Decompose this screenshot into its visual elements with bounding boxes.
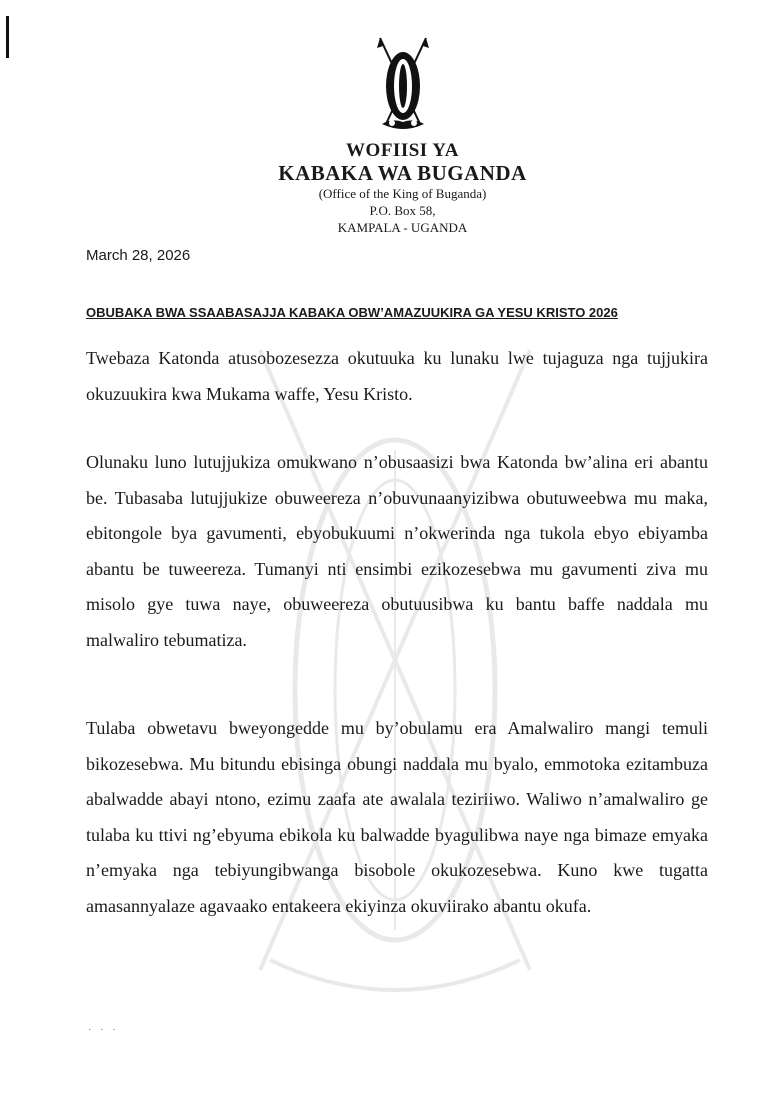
- letterhead-address: [200, 185, 605, 236]
- letterhead-title-line1: WOFIISI YA: [346, 140, 459, 161]
- scan-margin-mark: [6, 16, 9, 58]
- body-paragraph-3: Tulaba obwetavu bweyongedde mu by’obulamu era Amalwaliro mangi temuli bikozesebwa. Mu bitundu ebisinga obungi naddala mu byalo, emmotoka ezitambuza abalwadde abayi ntono, ezimu zaafa ate awalala teziriiwo. Waliwo n’amalwaliro ge tulaba ku ttivi ng’ebyuma ebikola ku balwadde byagulibwa naye nga bimaze emyaka n’emyaka nga tebiyungibwanga bisobole okukozesebwa. Kuno kwe tugatta amasannyalaze agavaako entakeera ekiyinza okuviirako abantu okufa.: [86, 718, 708, 916]
- body-paragraph-2: Olunaku luno lutujjukiza omukwano n’obusaasizi bwa Katonda bw’alina eri abantu be. Tubasaba lutujjukize obuweereza n’obuvunaanyizibwa obutuweebwa mu maka, ebitongole bya gavumenti, ebyobukuumi n’okwerinda nga tukola ebyo ebiyamba abantu be tuweereza. Tumanyi nti ensimbi ezikozesebwa mu gavumenti ziva mu misolo gye tuwa naye, obuweereza obutuusibwa ku bantu baffe naddala mu malwaliro tebumatiza.: [86, 452, 708, 650]
- letterhead-subtitle: (Office of the King of Buganda): [318, 186, 487, 201]
- scan-speckle: · · ·: [88, 1024, 119, 1035]
- letter-date: March 28, 2026: [86, 247, 191, 264]
- body-paragraph-1: Twebaza Katonda atusobozesezza okutuuka ku lunaku lwe tujaguza nga tujjukira okuzuukira kwa Mukama waffe, Yesu Kristo.: [86, 348, 708, 404]
- letterhead-po-box: P.O. Box 58,: [369, 203, 436, 218]
- letter-subject: OBUBAKA BWA SSAABASAJJA KABAKA OBW’AMAZUUKIRA GA YESU KRISTO 2026: [86, 305, 618, 320]
- buganda-shield-emblem: [374, 34, 432, 134]
- letterhead-city: KAMPALA - UGANDA: [337, 220, 468, 235]
- letterhead-title-line2: KABAKA WA BUGANDA: [278, 161, 527, 185]
